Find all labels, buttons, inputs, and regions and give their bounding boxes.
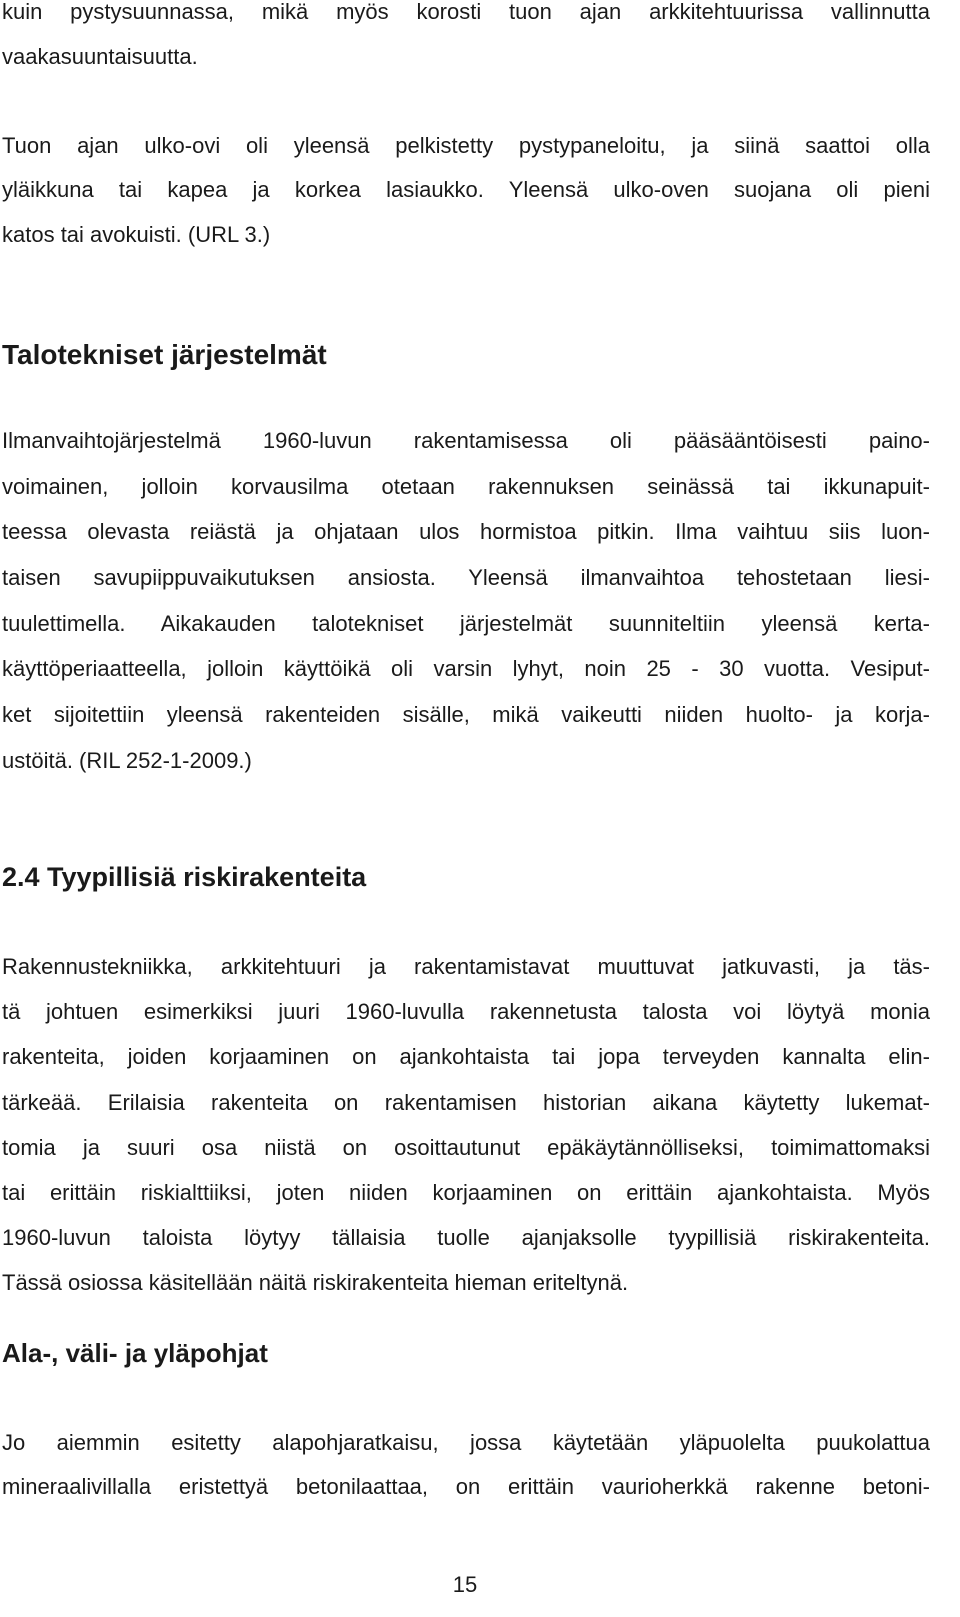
section-heading: 2.4 Tyypillisiä riskirakenteita [2, 862, 367, 892]
text-line: tai erittäin riskialttiiksi, joten niiden korjaaminen on erittäin ajankohtaista. Myös [2, 1180, 930, 1205]
text-line: tuulettimella. Aikakauden talotekniset järjestelmät suunniteltiin yleensä kerta- [2, 611, 930, 636]
text-line: voimainen, jolloin korvausilma otetaan rakennuksen seinässä tai ikkunapuit- [2, 474, 930, 499]
text-line: teessa olevasta reiästä ja ohjataan ulos hormistoa pitkin. Ilma vaihtuu siis luon- [2, 519, 930, 544]
text-line: tärkeää. Erilaisia rakenteita on rakentamisen historian aikana käytetty lukemat- [2, 1090, 930, 1115]
text-line: Jo aiemmin esitetty alapohjaratkaisu, jossa käytetään yläpuolelta puukolattua [2, 1430, 930, 1455]
text-line: ket sijoitettiin yleensä rakenteiden sisälle, mikä vaikeutti niiden huolto- ja korja- [2, 702, 930, 727]
section-heading: Talotekniset järjestelmät [2, 339, 327, 370]
text-line: kuin pystysuunnassa, mikä myös korosti tuon ajan arkkitehtuurissa vallinnutta [2, 0, 930, 24]
page-number: 15 [452, 1572, 478, 1597]
text-line: rakenteita, joiden korjaaminen on ajankohtaista tai jopa terveyden kannalta elin- [2, 1044, 930, 1069]
text-line: 1960-luvun taloista löytyy tällaisia tuolle ajanjaksolle tyypillisiä riskirakenteita. [2, 1225, 930, 1250]
text-line: käyttöperiaatteella, jolloin käyttöikä oli varsin lyhyt, noin 25 - 30 vuotta. Vesiput- [2, 656, 930, 681]
text-line: taisen savupiippuvaikutuksen ansiosta. Yleensä ilmanvaihtoa tehostetaan liesi- [2, 565, 930, 590]
text-line: tomia ja suuri osa niistä on osoittautunut epäkäytännölliseksi, toimimattomaksi [2, 1135, 930, 1160]
text-line: Rakennustekniikka, arkkitehtuuri ja rakentamistavat muuttuvat jatkuvasti, ja täs- [2, 954, 930, 979]
text-line: yläikkuna tai kapea ja korkea lasiaukko. Yleensä ulko-oven suojana oli pieni [2, 177, 930, 202]
text-line: Ilmanvaihtojärjestelmä 1960-luvun rakentamisessa oli pääsääntöisesti paino- [2, 428, 930, 453]
text-line: katos tai avokuisti. (URL 3.) [2, 222, 271, 247]
text-line: Tässä osiossa käsitellään näitä riskirakenteita hieman eriteltynä. [2, 1270, 629, 1295]
text-line: mineraalivillalla eristettyä betonilaattaa, on erittäin vaurioherkkä rakenne betoni- [2, 1474, 930, 1499]
section-heading: Ala-, väli- ja yläpohjat [2, 1338, 268, 1368]
text-line: vaakasuuntaisuutta. [2, 44, 198, 69]
text-line: Tuon ajan ulko-ovi oli yleensä pelkistetty pystypaneloitu, ja siinä saattoi olla [2, 133, 930, 158]
text-line: tä johtuen esimerkiksi juuri 1960-luvulla rakennetusta talosta voi löytyä monia [2, 999, 930, 1024]
text-line: ustöitä. (RIL 252-1-2009.) [2, 748, 252, 773]
